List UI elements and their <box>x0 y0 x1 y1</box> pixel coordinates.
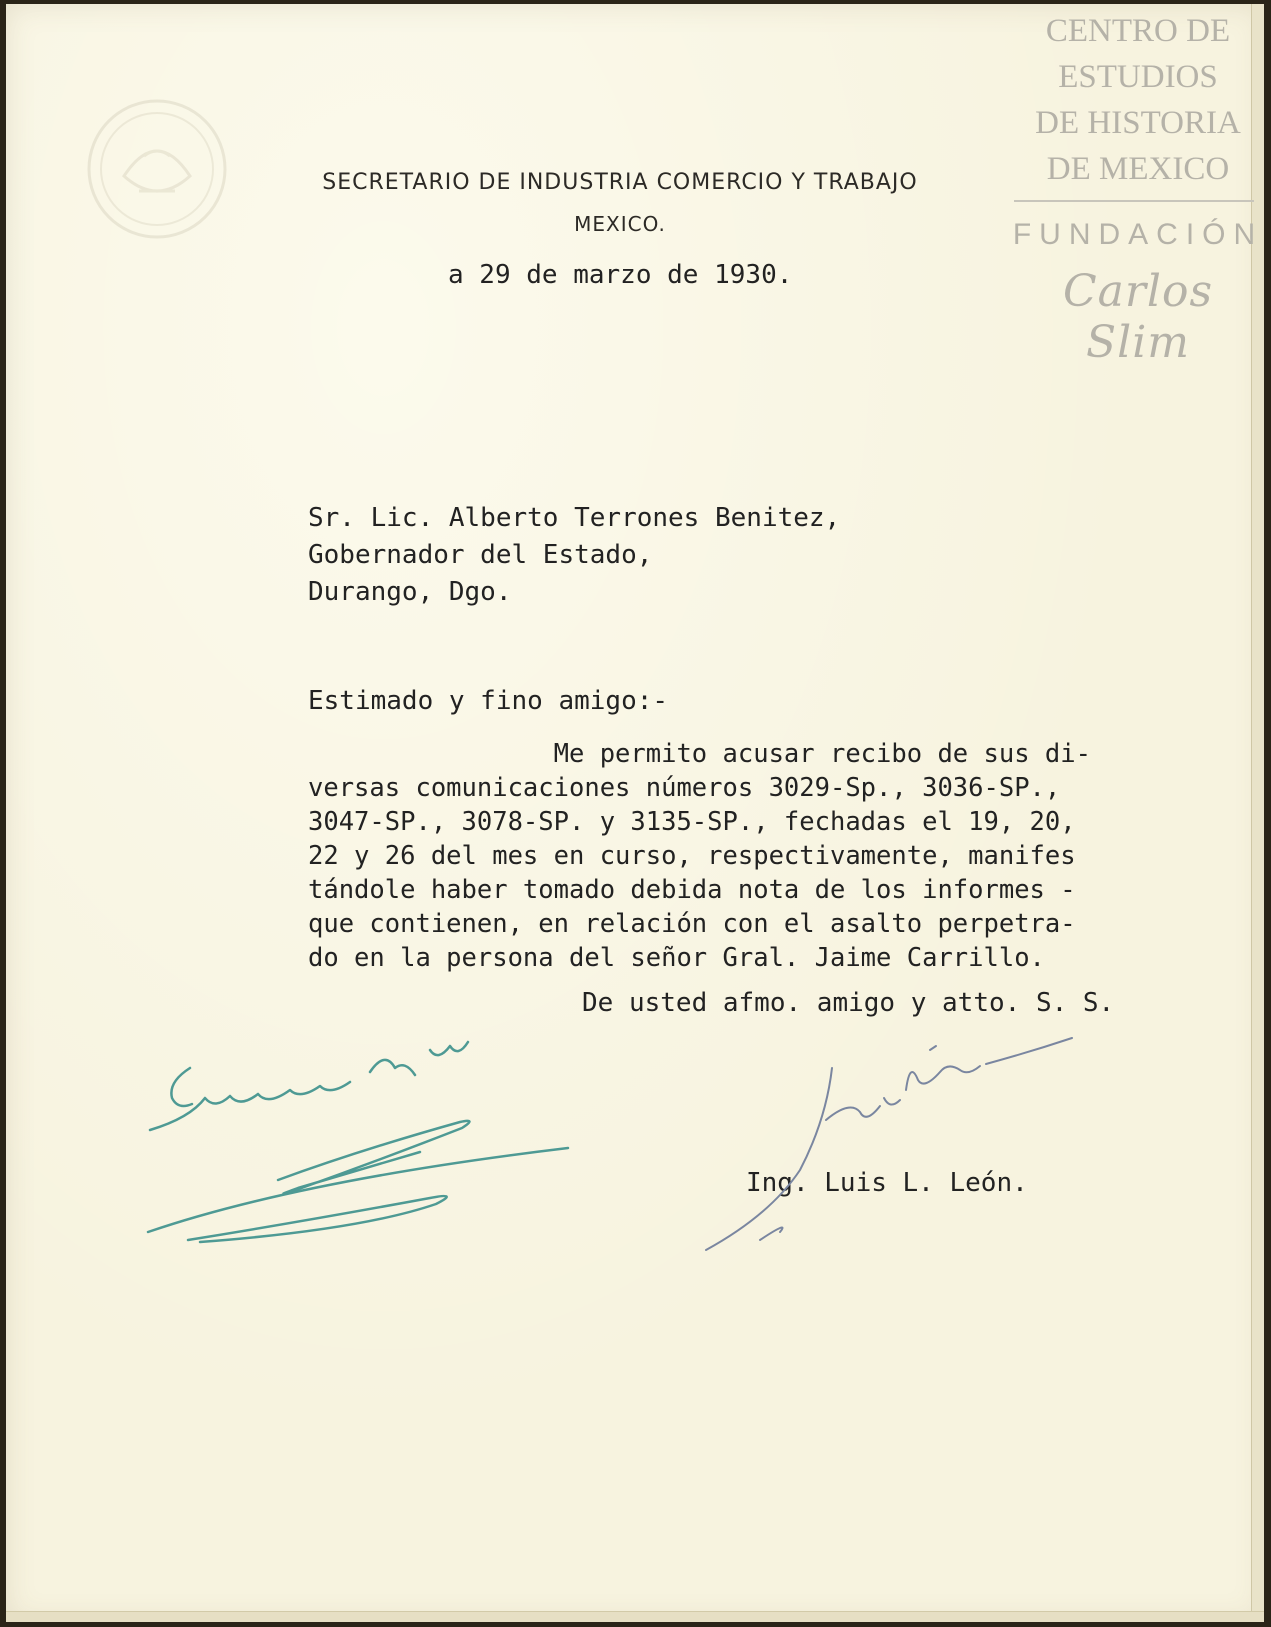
recipient-line: Gobernador del Estado, <box>308 540 653 570</box>
body-line: que contienen, en relación con el asalto perpetra- <box>308 909 1076 939</box>
recipient-line: Sr. Lic. Alberto Terrones Benitez, <box>308 503 841 533</box>
archive-stamp-line: ESTUDIOS <box>1058 59 1218 95</box>
letterhead-city: MEXICO. <box>574 212 666 236</box>
body-line: 22 y 26 del mes en curso, respectivamente, manifes <box>308 841 1076 871</box>
archive-stamp-foundation: FUNDACIÓN <box>1012 218 1264 251</box>
signatory-name: Ing. Luis L. León. <box>746 1168 1028 1198</box>
handwritten-annotation <box>148 1042 568 1242</box>
salutation: Estimado y fino amigo:- <box>308 686 669 716</box>
archive-stamp-line: CENTRO DE <box>1045 13 1231 49</box>
recipient-line: Durango, Dgo. <box>308 577 512 607</box>
body-line: tándole haber tomado debida nota de los informes - <box>308 875 1076 905</box>
handwritten-signature <box>706 1038 1072 1250</box>
body-line: 3047-SP., 3078-SP. y 3135-SP., fechadas el 19, 20, <box>308 807 1076 837</box>
body-line: Me permito acusar recibo de sus di- <box>308 739 1091 769</box>
letterhead-title: SECRETARIO DE INDUSTRIA COMERCIO Y TRABAJO <box>322 170 918 195</box>
body-line: do en la persona del señor Gral. Jaime Carrillo. <box>308 943 1045 973</box>
letter-date: a 29 de marzo de 1930. <box>448 260 793 290</box>
archive-stamp-line: DE HISTORIA <box>1035 105 1241 141</box>
archive-stamp-line: DE MEXICO <box>1046 151 1230 187</box>
archive-stamp-signature: Carlos Slim <box>1062 266 1214 368</box>
body-line: versas comunicaciones números 3029-Sp., 3036-SP., <box>308 773 1061 803</box>
closing-line: De usted afmo. amigo y atto. S. S. <box>582 988 1115 1018</box>
